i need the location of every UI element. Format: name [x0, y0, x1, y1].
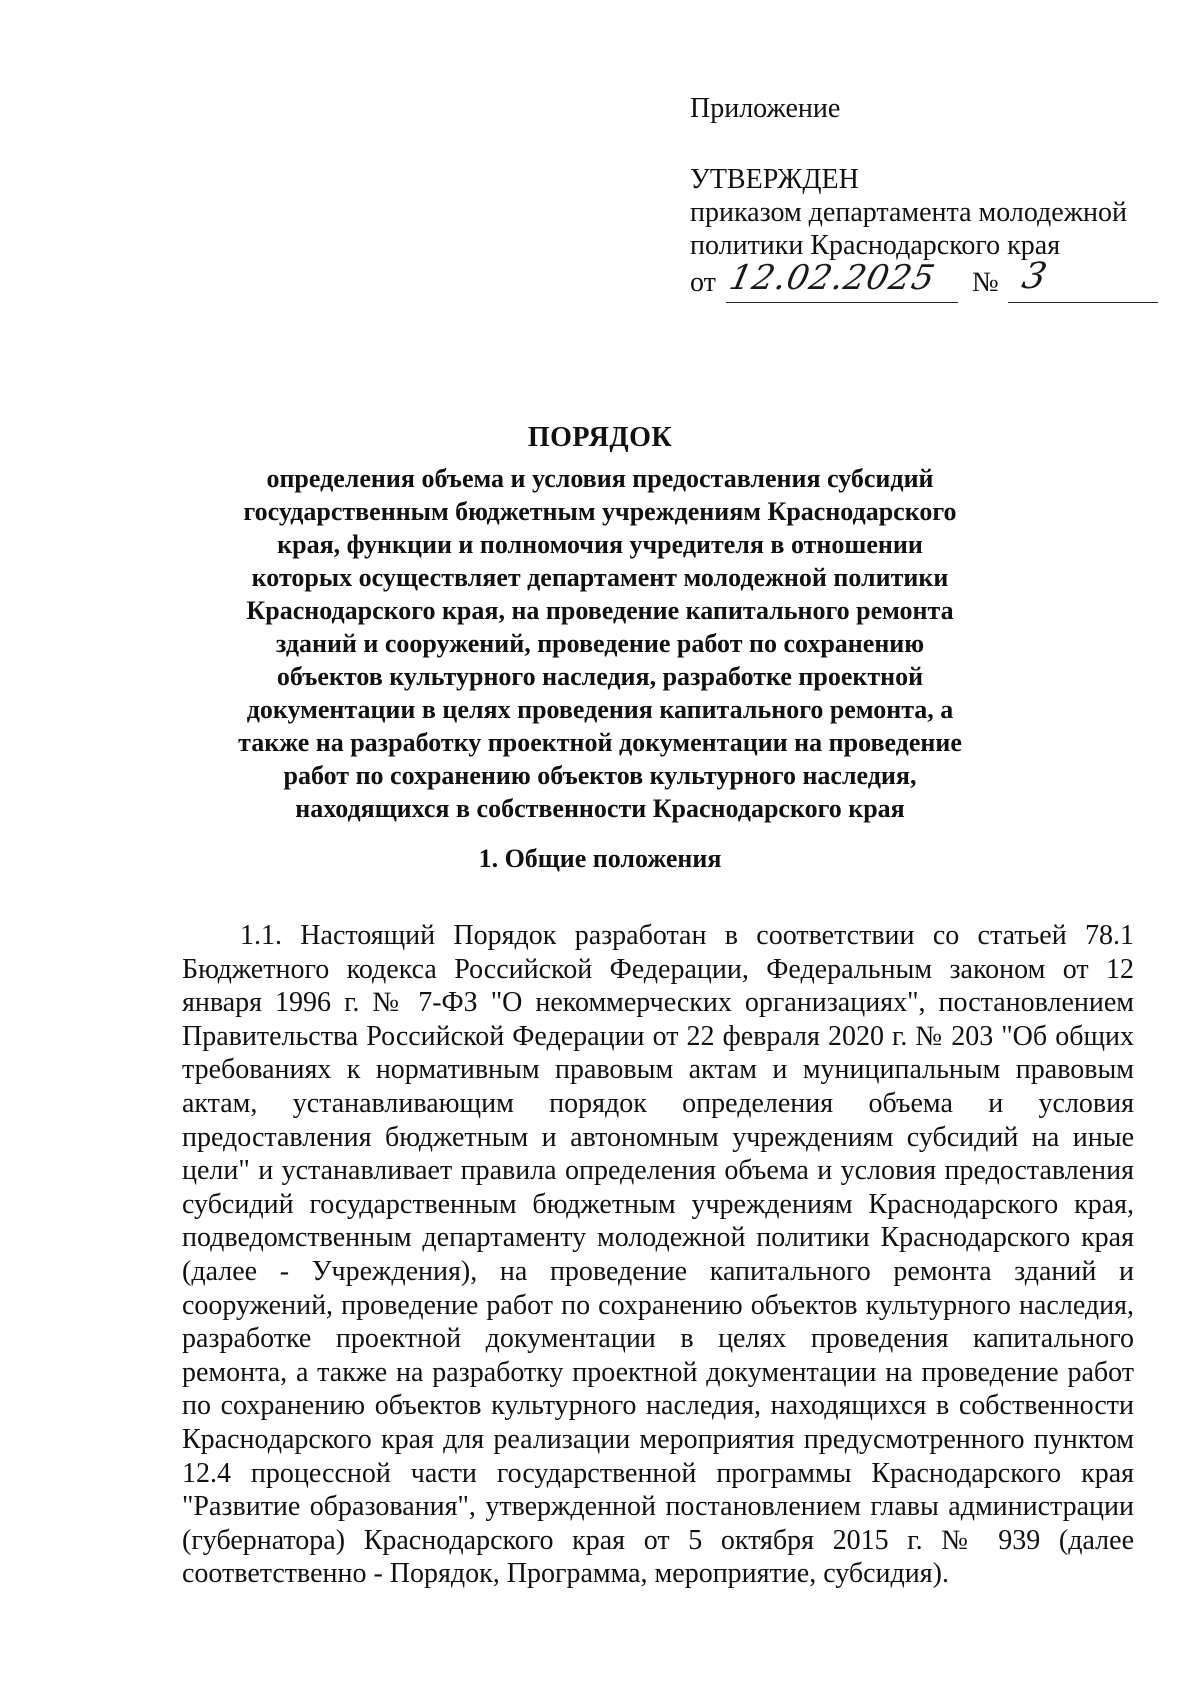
paragraph-line: Краснодарского края для реализации мероприятия предусмотренного пунктом — [182, 1423, 1134, 1455]
paragraph-line: актам, устанавливающим порядок определения объема и условия — [182, 1087, 1134, 1119]
paragraph-line: требованиях к нормативным правовым актам и муниципальным правовым — [182, 1054, 1134, 1086]
paragraph-line: 1.1. Настоящий Порядок разработан в соответствии со статьей 78.1 — [240, 920, 1134, 951]
appendix-label: Приложение — [690, 93, 841, 124]
paragraph-line: "Развитие образования", утвержденной постановлением главы администрации — [182, 1491, 1134, 1523]
subtitle-line: находящихся в собственности Краснодарского края — [295, 794, 905, 823]
date-prefix: от — [690, 267, 716, 298]
subtitle-line: документации в целях проведения капитального ремонта, а — [246, 695, 954, 724]
paragraph-line: цели" и устанавливает правила определения объема и условия предоставления — [182, 1155, 1134, 1187]
paragraph-line: по сохранению объектов культурного наследия, находящихся в собственности — [182, 1390, 1134, 1422]
approved-label: УТВЕРЖДЕН — [690, 164, 859, 195]
paragraph-line: Бюджетного кодекса Российской Федерации, Федеральным законом от 12 — [182, 953, 1134, 985]
section-heading: 1. Общие положения — [478, 844, 722, 873]
paragraph-line: (далее - Учреждения), на проведение капитального ремонта зданий и — [182, 1255, 1134, 1287]
paragraph-line: разработке проектной документации в целях проведения капитального — [182, 1323, 1134, 1355]
document-subtitle — [170, 462, 1030, 825]
approval-block — [690, 92, 1160, 308]
subtitle-line: зданий и сооружений, проведение работ по сохранению — [275, 629, 925, 658]
date-number-line — [690, 256, 1160, 308]
subtitle-line: объектов культурного наследия, разработке проектной — [276, 662, 924, 691]
handwritten-date: 12.02.2025 — [725, 258, 940, 298]
number-label: № — [972, 267, 999, 298]
subtitle-line: также на разработку проектной документации на проведение — [238, 728, 962, 757]
subtitle-line: определения объема и условия предоставления субсидий — [266, 464, 934, 493]
paragraph-line: предоставления бюджетным и автономным учреждениям субсидий на иные — [182, 1121, 1134, 1153]
order-line-2: политики Краснодарского края — [690, 230, 1061, 261]
subtitle-line: работ по сохранению объектов культурного наследия, — [283, 761, 917, 790]
paragraph-line: января 1996 г. № 7-ФЗ "О некоммерческих организациях", постановлением — [182, 987, 1134, 1019]
body-paragraph — [182, 919, 1134, 1591]
number-underline — [1008, 302, 1158, 303]
paragraph-line: субсидий государственным бюджетным учреждениям Краснодарского края, — [182, 1188, 1134, 1220]
paragraph-line: соответственно - Порядок, Программа, мероприятие, субсидия). — [182, 1558, 949, 1590]
subtitle-line: которых осуществляет департамент молодежной политики — [251, 563, 949, 592]
title-block — [170, 420, 1030, 825]
handwritten-number: 3 — [1018, 256, 1051, 297]
date-underline — [726, 302, 958, 303]
order-line-1: приказом департамента молодежной — [690, 197, 1128, 228]
paragraph-line: сооружений, проведение работ по сохранению объектов культурного наследия, — [182, 1289, 1134, 1321]
document-title: ПОРЯДОК — [527, 422, 673, 453]
paragraph-line: (губернатора) Краснодарского края от 5 октября 2015 г. № 939 (далее — [182, 1524, 1134, 1556]
subtitle-line: Краснодарского края, на проведение капитального ремонта — [246, 596, 954, 625]
paragraph-line: ремонта, а также на разработку проектной документации на проведение работ — [182, 1356, 1134, 1388]
paragraph-line: подведомственным департаменту молодежной политики Краснодарского края — [182, 1222, 1134, 1254]
paragraph-line: Правительства Российской Федерации от 22 февраля 2020 г. № 203 "Об общих — [182, 1020, 1134, 1052]
paragraph-line: 12.4 процессной части государственной программы Краснодарского края — [182, 1457, 1134, 1489]
subtitle-line: государственным бюджетным учреждениям Краснодарского — [243, 497, 957, 526]
subtitle-line: края, функции и полномочия учредителя в отношении — [277, 530, 923, 559]
